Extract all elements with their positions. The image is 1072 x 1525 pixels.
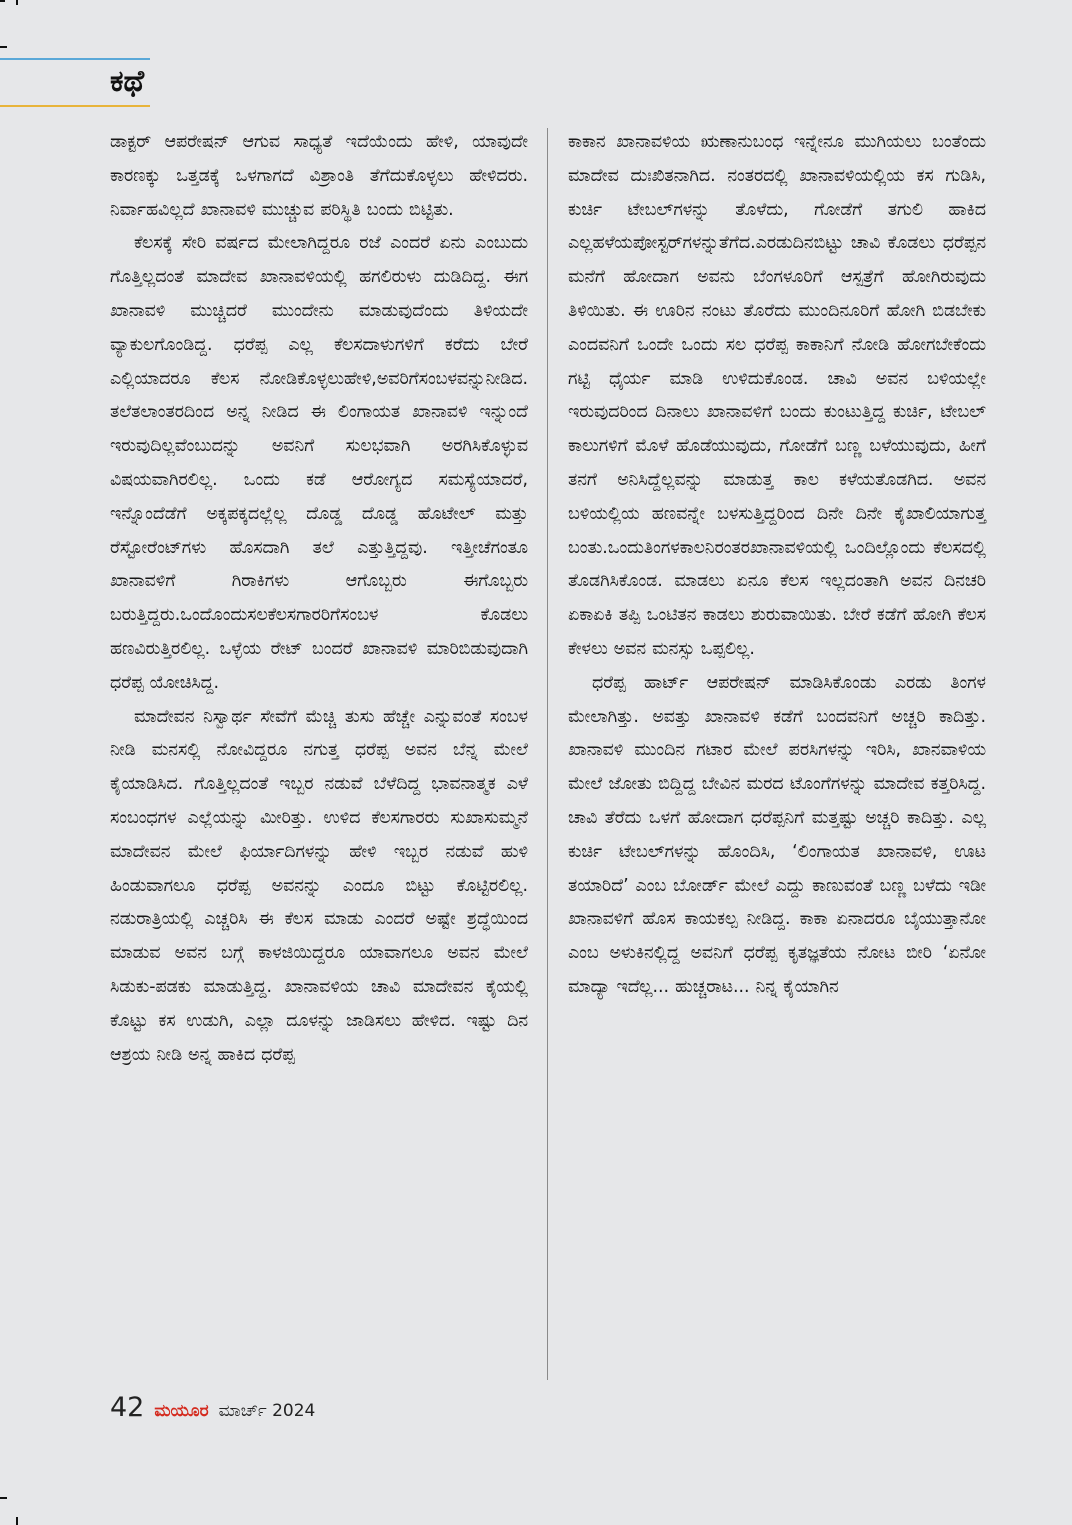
- paragraph: ಡಾಕ್ಟರ್ ಆಪರೇಷನ್ ಆಗುವ ಸಾಧ್ಯತೆ ಇದೆಯೆಂದು ಹೇಳಿ, ಯಾವುದೇ ಕಾರಣಕ್ಕು ಒತ್ತಡಕ್ಕೆ ಒಳಗಾಗದೆ ವಿಶ್ರಾಂತಿ ತೆಗೆದುಕೊಳ್ಳಲು ಹೇಳಿದರು. ನಿರ್ವಾಹವಿಲ್ಲದೆ ಖಾನಾವಳಿ ಮುಚ್ಚುವ ಪರಿಸ್ಥಿತಿ ಬಂದು ಬಿಟ್ಟಿತು.: [110, 132, 528, 220]
- crop-mark-left: [0, 46, 7, 48]
- crop-mark-bottom-left: [0, 1497, 7, 1499]
- article-column-right: [568, 126, 986, 1005]
- page-number: 42: [110, 1392, 145, 1423]
- issue-date: ಮಾರ್ಚ್ 2024: [218, 1401, 316, 1421]
- paragraph: ಧರೆಪ್ಪ ಹಾರ್ಟ್ ಆಪರೇಷನ್ ಮಾಡಿಸಿಕೊಂಡು ಎರಡು ತಿಂಗಳ ಮೇಲಾಗಿತ್ತು. ಅವತ್ತು ಖಾನಾವಳಿ ಕಡೆಗೆ ಬಂದವನಿಗೆ ಅಚ್ಚರಿ ಕಾದಿತ್ತು. ಖಾನಾವಳಿ ಮುಂದಿನ ಗಟಾರ ಮೇಲೆ ಪರಸಿಗಳನ್ನು ಇರಿಸಿ, ಖಾನವಾಳಿಯ ಮೇಲೆ ಜೋತು ಬಿದ್ದಿದ್ದ ಬೇವಿನ ಮರದ ಟೊಂಗೆಗಳನ್ನು ಮಾದೇವ ಕತ್ತರಿಸಿದ್ದ. ಚಾವಿ ತೆರೆದು ಒಳಗೆ ಹೋದಾಗ ಧರೆಪ್ಪನಿಗೆ ಮತ್ತಷ್ಟು ಅಚ್ಚರಿ ಕಾದಿತ್ತು. ಎಲ್ಲ ಕುರ್ಚಿ ಟೇಬಲ್‌ಗಳನ್ನು ಹೊಂದಿಸಿ, ‘ಲಿಂಗಾಯತ ಖಾನಾವಳಿ, ಊಟ ತಯಾರಿದೆ’ ಎಂಬ ಬೋರ್ಡ್ ಮೇಲೆ ಎದ್ದು ಕಾಣುವಂತೆ ಬಣ್ಣ ಬಳೆದು ಇಡೀ ಖಾನಾವಳಿಗೆ ಹೊಸ ಕಾಯಕಲ್ಪ ನೀಡಿದ್ದ. ಕಾಕಾ ಏನಾದರೂ ಬೈಯುತ್ತಾನೋ ಎಂಬ ಅಳುಕಿನಲ್ಲಿದ್ದ ಅವನಿಗೆ ಧರೆಪ್ಪ ಕೃತಜ್ಞತೆಯ ನೋಟ ಬೀರಿ ‘ಏನೋ ಮಾದ್ಯಾ ಇದೆಲ್ಲ... ಹುಚ್ಚರಾಟ... ನಿನ್ನ ಕೈಯಾಗಿನ: [568, 672, 986, 997]
- section-rule-bottom: [0, 105, 150, 107]
- crop-mark-bottom-left-vertical: [16, 1517, 18, 1525]
- section-label: ಕಥೆ: [110, 64, 145, 99]
- page-footer: [110, 1392, 315, 1432]
- column-divider: [547, 128, 548, 1380]
- crop-mark-top-left-vertical: [16, 0, 18, 5]
- crop-mark-top-left: [0, 0, 5, 2]
- paragraph: ಕೆಲಸಕ್ಕೆ ಸೇರಿ ವರ್ಷದ ಮೇಲಾಗಿದ್ದರೂ ರಜೆ ಎಂದರೆ ಏನು ಎಂಬುದು ಗೊತ್ತಿಲ್ಲದಂತೆ ಮಾದೇವ ಖಾನಾವಳಿಯಲ್ಲಿ ಹಗಲಿರುಳು ದುಡಿದಿದ್ದ. ಈಗ ಖಾನಾವಳಿ ಮುಚ್ಚಿದರೆ ಮುಂದೇನು ಮಾಡುವುದೆಂದು ತಿಳಿಯದೇ ವ್ಯಾಕುಲಗೊಂಡಿದ್ದ. ಧರೆಪ್ಪ ಎಲ್ಲ ಕೆಲಸದಾಳುಗಳಿಗೆ ಕರೆದು ಬೇರೆ ಎಲ್ಲಿಯಾದರೂ ಕೆಲಸ ನೋಡಿಕೊಳ್ಳಲುಹೇಳಿ,ಅವರಿಗೆಸಂಬಳವನ್ನುನೀಡಿದ. ತಲೆತಲಾಂತರದಿಂದ ಅನ್ನ ನೀಡಿದ ಈ ಲಿಂಗಾಯತ ಖಾನಾವಳಿ ಇನ್ನುಂದೆ ಇರುವುದಿಲ್ಲವೆಂಬುದನ್ನು ಅವನಿಗೆ ಸುಲಭವಾಗಿ ಅರಗಿಸಿಕೊಳ್ಳುವ ವಿಷಯವಾಗಿರಲಿಲ್ಲ. ಒಂದು ಕಡೆ ಆರೋಗ್ಯದ ಸಮಸ್ಯೆಯಾದರೆ, ಇನ್ನೊಂದೆಡೆಗೆ ಅಕ್ಕಪಕ್ಕದಲ್ಲೆಲ್ಲ ದೊಡ್ಡ ದೊಡ್ಡ ಹೊಟೇಲ್ ಮತ್ತು ರೆಸ್ಟೋರೆಂಟ್‌ಗಳು ಹೊಸದಾಗಿ ತಲೆ ಎತ್ತುತ್ತಿದ್ದವು. ಇತ್ತೀಚೆಗಂತೂ ಖಾನಾವಳಿಗೆ ಗಿರಾಕಿಗಳು ಆಗೊಬ್ಬರು ಈಗೊಬ್ಬರು ಬರುತ್ತಿದ್ದರು.ಒಂದೊಂದುಸಲಕೆಲಸಗಾರರಿಗೆಸಂಬಳ ಕೊಡಲು ಹಣವಿರುತ್ತಿರಲಿಲ್ಲ. ಒಳ್ಳೆಯ ರೇಟ್ ಬಂದರೆ ಖಾನಾವಳಿ ಮಾರಿಬಿಡುವುದಾಗಿ ಧರೆಪ್ಪ ಯೋಚಿಸಿದ್ದ.: [110, 233, 528, 693]
- paragraph: ಮಾದೇವನ ನಿಸ್ವಾರ್ಥ ಸೇವೆಗೆ ಮೆಚ್ಚಿ ತುಸು ಹೆಚ್ಚೇ ಎನ್ನುವಂತೆ ಸಂಬಳ ನೀಡಿ ಮನಸಲ್ಲಿ ನೋವಿದ್ದರೂ ನಗುತ್ತ ಧರೆಪ್ಪ ಅವನ ಬೆನ್ನ ಮೇಲೆ ಕೈಯಾಡಿಸಿದ. ಗೊತ್ತಿಲ್ಲದಂತೆ ಇಬ್ಬರ ನಡುವೆ ಬೆಳೆದಿದ್ದ ಭಾವನಾತ್ಮಕ ಎಳೆ ಸಂಬಂಧಗಳ ಎಲ್ಲೆಯನ್ನು ಮೀರಿತ್ತು. ಉಳಿದ ಕೆಲಸಗಾರರು ಸುಖಾಸುಮ್ಮನೆ ಮಾದೇವನ ಮೇಲೆ ಫಿರ್ಯಾದಿಗಳನ್ನು ಹೇಳಿ ಇಬ್ಬರ ನಡುವೆ ಹುಳಿ ಹಿಂಡುವಾಗಲೂ ಧರೆಪ್ಪ ಅವನನ್ನು ಎಂದೂ ಬಿಟ್ಟು ಕೊಟ್ಟಿರಲಿಲ್ಲ. ನಡುರಾತ್ರಿಯಲ್ಲಿ ಎಚ್ಚರಿಸಿ ಈ ಕೆಲಸ ಮಾಡು ಎಂದರೆ ಅಷ್ಟೇ ಶ್ರದ್ಧೆಯಿಂದ ಮಾಡುವ ಅವನ ಬಗ್ಗೆ ಕಾಳಜಿಯಿದ್ದರೂ ಯಾವಾಗಲೂ ಅವನ ಮೇಲೆ ಸಿಡುಕು-ಪಡಕು ಮಾಡುತ್ತಿದ್ದ. ಖಾನಾವಳಿಯ ಚಾವಿ ಮಾದೇವನ ಕೈಯಲ್ಲಿ ಕೊಟ್ಟು ಕಸ ಉಡುಗಿ, ಎಲ್ಲಾ ದೂಳನ್ನು ಜಾಡಿಸಲು ಹೇಳಿದ. ಇಷ್ಟು ದಿನ ಆಶ್ರಯ ನೀಡಿ ಅನ್ನ ಹಾಕಿದ ಧರೆಪ್ಪ: [110, 706, 528, 1065]
- section-rule-top: [0, 58, 150, 60]
- article-column-left: [110, 126, 528, 1072]
- magazine-logo: ಮಯೂರ: [154, 1401, 209, 1421]
- paragraph: ಕಾಕಾನ ಖಾನಾವಳಿಯ ಋಣಾನುಬಂಧ ಇನ್ನೇನೂ ಮುಗಿಯಲು ಬಂತೆಂದು ಮಾದೇವ ದುಃಖಿತನಾಗಿದ. ನಂತರದಲ್ಲಿ ಖಾನಾವಳಿಯಲ್ಲಿಯ ಕಸ ಗುಡಿಸಿ, ಕುರ್ಚಿ ಟೇಬಲ್‌ಗಳನ್ನು ತೊಳೆದು, ಗೋಡೆಗೆ ತಗುಲಿ ಹಾಕಿದ ಎಲ್ಲಹಳೆಯಪೋಸ್ಟರ್‌ಗಳನ್ನುತೆಗೆದ.ಎರಡುದಿನಬಿಟ್ಟು ಚಾವಿ ಕೊಡಲು ಧರೆಪ್ಪನ ಮನೆಗೆ ಹೋದಾಗ ಅವನು ಬೆಂಗಳೂರಿಗೆ ಆಸ್ಪತ್ರೆಗೆ ಹೋಗಿರುವುದು ತಿಳಿಯಿತು. ಈ ಊರಿನ ನಂಟು ತೊರೆದು ಮುಂದಿನೂರಿಗೆ ಹೋಗಿ ಬಿಡಬೇಕು ಎಂದವನಿಗೆ ಒಂದೇ ಒಂದು ಸಲ ಧರೆಪ್ಪ ಕಾಕಾನಿಗೆ ನೋಡಿ ಹೋಗಬೇಕೆಂದು ಗಟ್ಟಿ ಧೈರ್ಯ ಮಾಡಿ ಉಳಿದುಕೊಂಡ. ಚಾವಿ ಅವನ ಬಳಿಯಲ್ಲೇ ಇರುವುದರಿಂದ ದಿನಾಲು ಖಾನಾವಳಿಗೆ ಬಂದು ಕುಂಟುತ್ತಿದ್ದ ಕುರ್ಚಿ, ಟೇಬಲ್ ಕಾಲುಗಳಿಗೆ ಮೊಳೆ ಹೊಡೆಯುವುದು, ಗೋಡೆಗೆ ಬಣ್ಣ ಬಳೆಯುವುದು, ಹೀಗೆ ತನಗೆ ಅನಿಸಿದ್ದೆಲ್ಲವನ್ನು ಮಾಡುತ್ತ ಕಾಲ ಕಳೆಯತೊಡಗಿದ. ಅವನ ಬಳಿಯಲ್ಲಿಯ ಹಣವನ್ನೇ ಬಳಸುತ್ತಿದ್ದರಿಂದ ದಿನೇ ದಿನೇ ಕೈಖಾಲಿಯಾಗುತ್ತ ಬಂತು.ಒಂದುತಿಂಗಳಕಾಲನಿರಂತರಖಾನಾವಳಿಯಲ್ಲಿ ಒಂದಿಲ್ಲೊಂದು ಕೆಲಸದಲ್ಲಿ ತೊಡಗಿಸಿಕೊಂಡ. ಮಾಡಲು ಏನೂ ಕೆಲಸ ಇಲ್ಲದಂತಾಗಿ ಅವನ ದಿನಚರಿ ಏಕಾಏಕಿ ತಪ್ಪಿ ಒಂಟಿತನ ಕಾಡಲು ಶುರುವಾಯಿತು. ಬೇರೆ ಕಡೆಗೆ ಹೋಗಿ ಕೆಲಸ ಕೇಳಲು ಅವನ ಮನಸ್ಸು ಒಪ್ಪಲಿಲ್ಲ.: [568, 132, 986, 659]
